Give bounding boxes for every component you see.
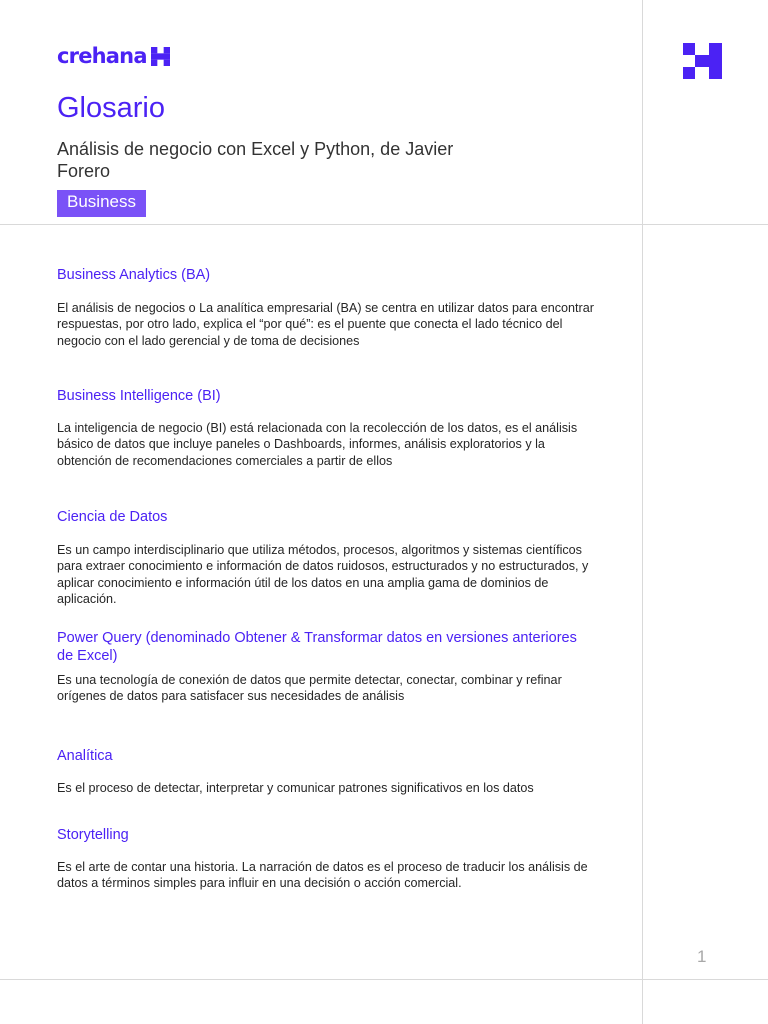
glossary-term: Analítica (57, 748, 113, 764)
footer-divider (0, 979, 768, 980)
glossary-definition: El análisis de negocios o La analítica empresarial (BA) se centra en utilizar datos para encontrar respuestas, por otro lado, explica el “por qué”: es el puente que conecta el lado técnico del negocio con el lado gerencial y de toma de decisiones (57, 301, 594, 348)
logo-wordmark: crehana (57, 43, 147, 68)
crehana-h-mark-icon (151, 47, 170, 66)
page-title: Glosario (57, 92, 165, 124)
course-subtitle: Análisis de negocio con Excel y Python, de Javier Forero (57, 139, 454, 181)
glossary-definition: Es un campo interdisciplinario que utiliza métodos, procesos, algoritmos y sistemas científicos para extraer conocimiento e información de datos ruidosos, estructurados y no estructurados, y aplicar conocimiento e información útil de los datos en una amplia gama de dominios de aplicación. (57, 543, 589, 606)
glossary-term: Power Query (denominado Obtener & Transformar datos en versiones anteriores de Excel) (57, 630, 577, 664)
glossary-definition: Es una tecnología de conexión de datos que permite detectar, conectar, combinar y refinar orígenes de datos para satisfacer sus necesidades de análisis (57, 673, 562, 704)
glossary-definition: Es el arte de contar una historia. La narración de datos es el proceso de traducir los análisis de datos a términos simples para influir en una decisión o acción comercial. (57, 860, 588, 891)
header-divider (0, 224, 768, 225)
vertical-divider (642, 0, 643, 1024)
glossary-definition: La inteligencia de negocio (BI) está relacionada con la recolección de los datos, es el análisis básico de datos que incluye paneles o Dashboards, informes, análisis exploratorios y la obtención de recomendaciones comerciales a partir de ellos (57, 421, 578, 468)
brand-h-mark-icon (683, 43, 722, 79)
glossary-term: Business Intelligence (BI) (57, 388, 221, 404)
glossary-term: Storytelling (57, 827, 129, 843)
glossary-definition: Es el proceso de detectar, interpretar y comunicar patrones significativos en los datos (57, 781, 534, 795)
crehana-logo (57, 42, 170, 70)
glossary-term: Business Analytics (BA) (57, 267, 211, 283)
page-number: 1 (697, 947, 707, 966)
category-badge: Business (57, 190, 146, 217)
glossary-term: Ciencia de Datos (57, 509, 168, 525)
